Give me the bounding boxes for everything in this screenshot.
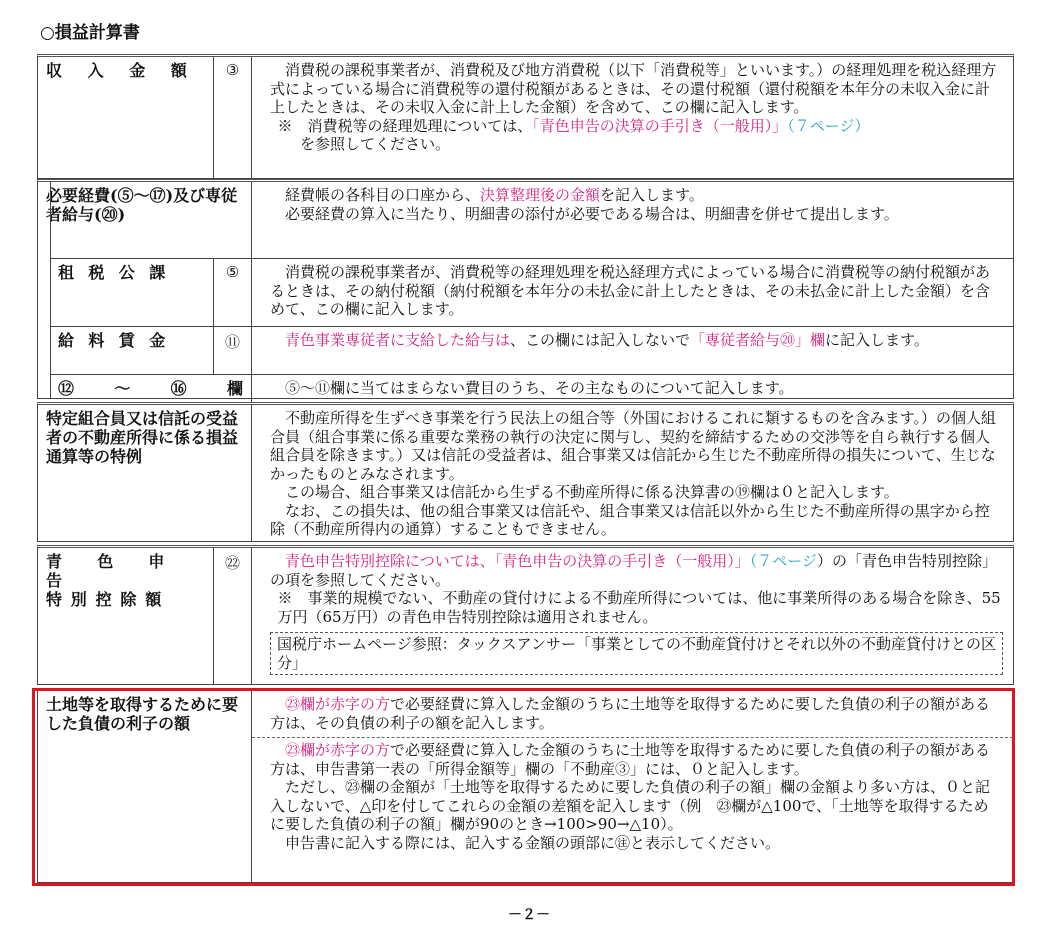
row-label: 租税公課 [50,259,214,326]
row-text: 経費帳の各科目の口座から、決算整理後の金額を記入します。 必要経費の算入に当たり、明細書の添付が必要である場合は、明細書を併せて提出します。 [285,186,899,223]
page-number: －２－ [508,907,550,923]
row-text: 消費税の課税事業者が、消費税及び地方消費税（以下「消費税等」といいます。）の経理処理を税込経理方式によっている場合に消費税等の還付税額があるときは、その還付税額（還付税額を本年分の未収入金に計上したときは、その未収入金に計上した金額）を含めて、この欄に記入します。 ※ 消費税等の経理処理については、「青色申告の決算の手引き（一般用）」（７ページ） を参照してください。 [270,61,997,153]
section-expenses [37,179,1014,399]
section-revenue [37,54,1014,179]
section-blue-return [37,545,1014,685]
row-label: 必要経費(⑤～⑰)及び専従者給与(⑳) [38,182,252,258]
row-misc [50,374,1013,402]
row-label: 特定組合員又は信託の受益者の不動産所得に係る損益通算等の特例 [38,405,252,541]
row-number: ⑪ [214,327,252,374]
row-text: 青色申告特別控除については、「青色申告の決算の手引き（一般用）」（７ページ）の「青色申告特別控除」の項を参照してください。 ※ 事業的規模でない、不動産の貸付けによる不動産所得については、他に事業所得のある場合を除き、55万円（65万円）の青色申告特別控除は適用されません。 国税庁ホームページ参照：タックスアンサー「事業としての不動産貸付けとそれ以外の不動産貸付けとの区分」 [252,548,1013,679]
row-text: 不動産所得を生ずべき事業を行う民法上の組合等（外国におけるこれに類するものを含みます。）の個人組合員（組合事業に係る重要な業務の執行の決定に関与し、契約を締結するための交渉等を自ら執行する個人組合員を除きます。）又は信託の受益者は、組合事業又は信託から生じた不動産所得の損失について、生じなかったものとみなされます。 この場合、組合事業又は信託から生ずる不動産所得に係る決算書の⑲欄は０と記入します。 なお、この損失は、他の組合事業又は信託や、組合事業又は信託以外から生じた不動産所得の黒字から控除（不動産所得内の通算）することもできません。 [270,409,997,538]
row-label: 青 色 申 告 特別控除額 [38,548,214,684]
row-salary [50,326,1013,374]
row-text: ㉓欄が赤字の方で必要経費に算入した金額のうちに土地等を取得するために要した負債の利子の額がある方は、その負債の利子の額を記入します。 [270,695,991,732]
row-text: 青色事業専従者に支給した給与は、この欄には記入しないで「専従者給与⑳」欄に記入します。 [285,331,929,349]
row-text: ⑤～⑪欄に当てはまらない費目のうち、その主なものについて記入します。 [285,379,794,397]
row-number: ⑤ [214,259,252,326]
row-number: ③ [214,57,252,178]
row-label: 給料賃金 [50,327,214,374]
row-label: ⑫ ～ ⑯ 欄 [50,375,252,402]
page-title: ○損益計算書 [40,23,140,43]
row-text: 消費税の課税事業者が、消費税等の経理処理を税込経理方式によっている場合に消費税等の納付税額があるときは、その納付税額（納付税額を本年分の未払金に計上したときは、その未払金に計上した金額）を含めて、この欄に記入します。 [270,263,991,318]
reference-box: 国税庁ホームページ参照：タックスアンサー「事業としての不動産貸付けとそれ以外の不動産貸付けとの区分」 [270,632,1003,675]
highlight-box [32,688,1015,886]
row-label: 土地等を取得するために要した負債の利子の額 [38,691,252,882]
section-partnership [37,402,1014,542]
row-label: 収 入 金 額 [38,57,214,178]
row-tax [50,258,1013,326]
row-number: ㉒ [214,548,252,684]
row-text: ㉓欄が赤字の方で必要経費に算入した金額のうちに土地等を取得するために要した負債の利子の額がある方は、申告書第一表の「所得金額等」欄の「不動産③」には、０と記入します。 ただし、㉓欄の金額が「土地等を取得するために要した負債の利子の額」欄の金額より多い方は、０と記入しないで、△印を付してこれらの金額の差額を記入します（例 ㉓欄が△100で、「土地等を取得するために要した負債の利子の額」欄が90のとき→100>90→△10）。 申告書に記入する際には、記入する金額の頭部に㊟と表示してください。 [270,741,991,852]
